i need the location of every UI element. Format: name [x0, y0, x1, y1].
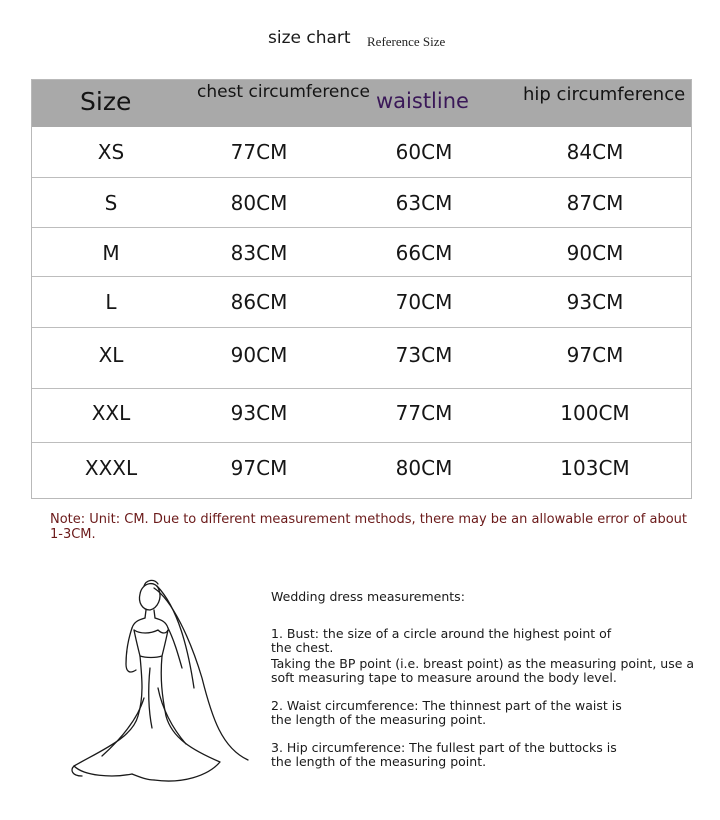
header-chest — [197, 83, 370, 102]
cell-size: S — [104, 191, 118, 215]
page-title: size chart — [268, 28, 351, 48]
header-size: Size — [80, 87, 132, 116]
cell-waist: 80CM — [395, 456, 453, 480]
cell-hip: 84CM — [566, 140, 624, 164]
cell-chest: 83CM — [230, 241, 288, 265]
bust-detail: Taking the BP point (i.e. breast point) as the measuring point, use a soft measuring tape to measure around the body level. — [271, 656, 695, 685]
cell-chest: 97CM — [230, 456, 288, 480]
header-hip — [523, 84, 685, 105]
bust-instruction: 1. Bust: the size of a circle around the highest point of the chest. — [271, 626, 612, 655]
cell-chest: 77CM — [230, 140, 288, 164]
cell-hip: 103CM — [560, 456, 630, 480]
cell-hip: 97CM — [566, 343, 624, 367]
cell-size: XXL — [91, 401, 131, 425]
cell-chest: 80CM — [230, 191, 288, 215]
bride-dress-illustration — [62, 578, 252, 798]
table-row — [32, 327, 691, 389]
table-row — [32, 227, 691, 277]
cell-waist: 66CM — [395, 241, 453, 265]
cell-waist: 73CM — [395, 343, 453, 367]
header-waist: waistline — [376, 89, 469, 113]
cell-size: XS — [97, 140, 125, 164]
cell-waist: 70CM — [395, 290, 453, 314]
title-row — [0, 26, 720, 56]
cell-size: M — [102, 241, 120, 265]
cell-size: L — [105, 290, 117, 314]
cell-hip: 90CM — [566, 241, 624, 265]
cell-chest: 93CM — [230, 401, 288, 425]
header-hip-text: hip circumference — [523, 84, 686, 105]
page-subtitle: Reference Size — [367, 34, 446, 49]
table-row — [32, 442, 691, 499]
table-row — [32, 388, 691, 443]
table-row — [32, 276, 691, 328]
cell-waist: 63CM — [395, 191, 453, 215]
cell-size: XXXL — [84, 456, 138, 480]
cell-chest: 90CM — [230, 343, 288, 367]
table-header — [32, 80, 691, 127]
cell-hip: 93CM — [566, 290, 624, 314]
header-chest-text: chest circumference — [197, 82, 370, 102]
waist-instruction: 2. Waist circumference: The thinnest part of the waist is the length of the measuring point. — [271, 698, 622, 727]
table-row — [32, 127, 691, 177]
cell-waist: 77CM — [395, 401, 453, 425]
size-chart-table — [31, 79, 692, 499]
cell-hip: 87CM — [566, 191, 624, 215]
table-row — [32, 177, 691, 228]
cell-hip: 100CM — [560, 401, 630, 425]
cell-chest: 86CM — [230, 290, 288, 314]
cell-size: XL — [98, 343, 124, 367]
hip-instruction: 3. Hip circumference: The fullest part of the buttocks is the length of the measuring point. — [271, 740, 617, 769]
note-text: Note: Unit: CM. Due to different measurement methods, there may be an allowable error of about 1-3CM. — [50, 512, 688, 542]
cell-waist: 60CM — [395, 140, 453, 164]
measurements-heading: Wedding dress measurements: — [271, 589, 465, 604]
